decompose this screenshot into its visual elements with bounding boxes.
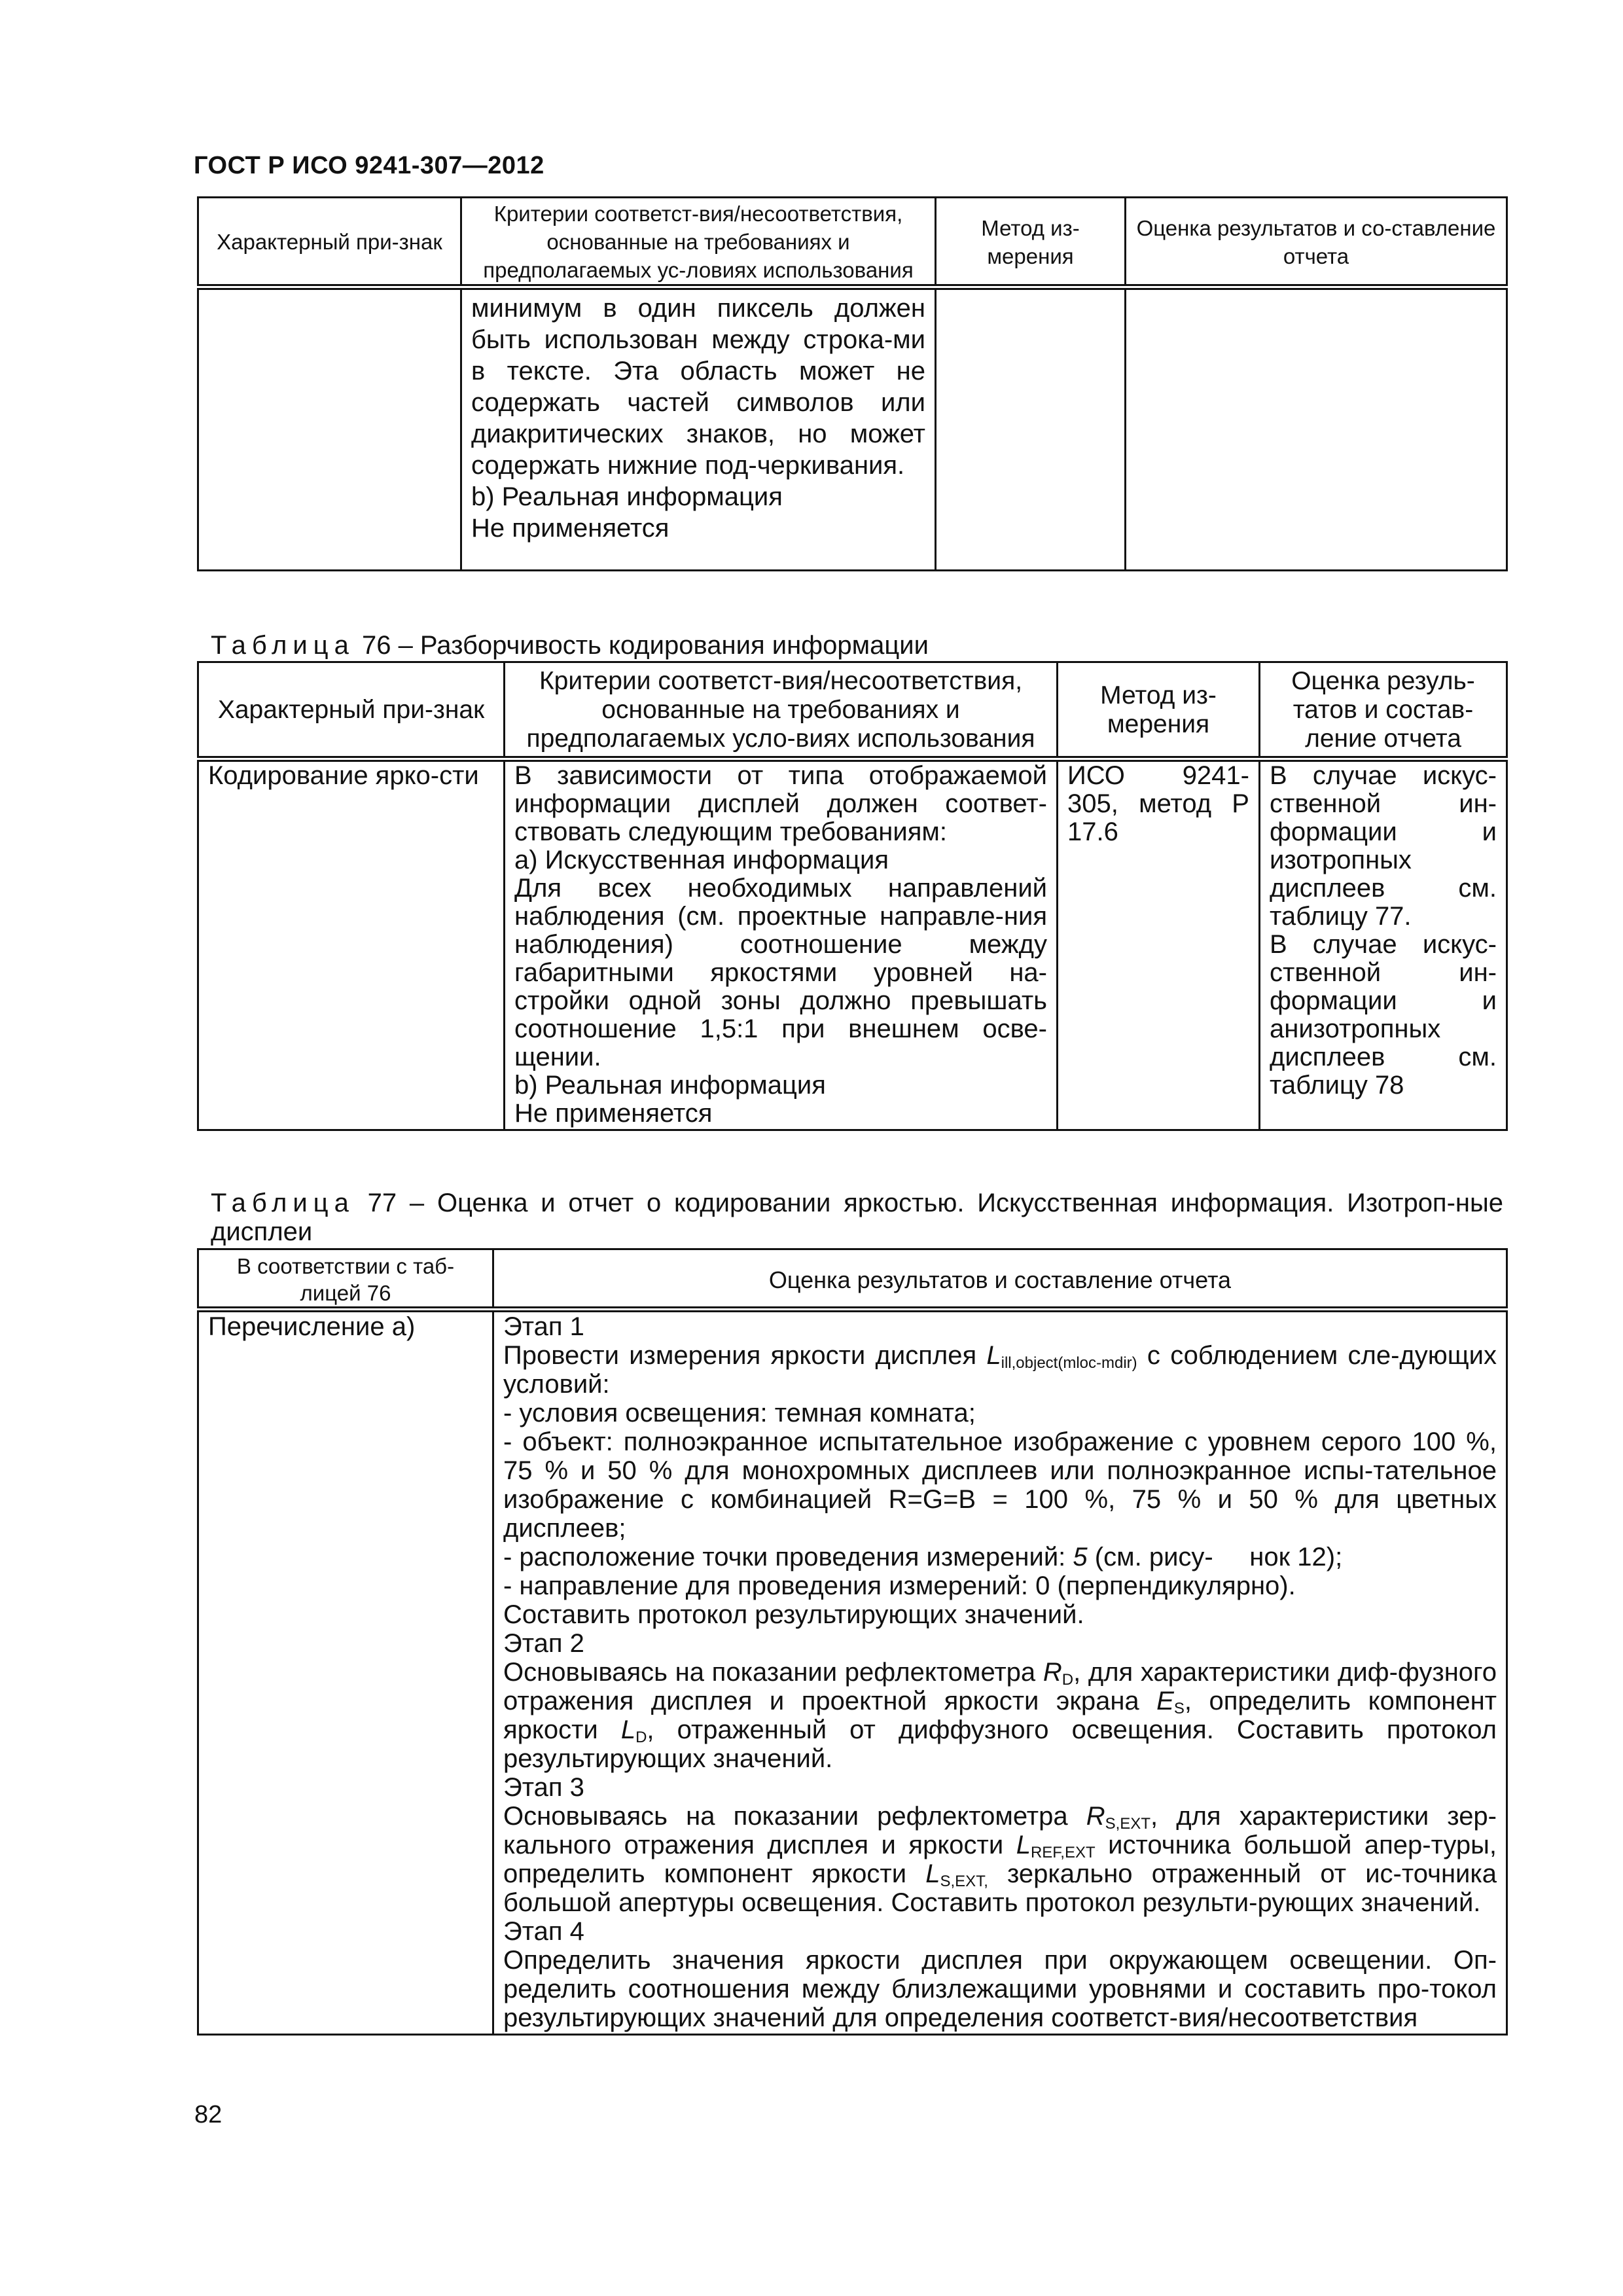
stage-1-protocol: Составить протокол результирующих значений. <box>503 1600 1084 1629</box>
real-info-label: b) Реальная информация <box>514 1071 826 1100</box>
header-feature: Характерный при-знак <box>198 662 505 759</box>
stage-1-measure: Провести измерения яркости дисплея $L_{ill,object(mloc-mdir)}$ с соблюдением сле-дующих условий: <box>503 1341 1497 1399</box>
table-76-caption <box>211 631 929 660</box>
caption-text: 76 – Разборчивость кодирования информации <box>354 631 929 660</box>
stage-4-title: Этап 4 <box>503 1917 584 1946</box>
stage-2-title: Этап 2 <box>503 1629 584 1658</box>
evaluation-anisotropic: В случае искус-ственной ин-формации и анизотропных дисплеев см. таблицу 78 <box>1270 930 1497 1100</box>
stage-1-condition-direction: - направление для проведения измерений: 0 (перпендикулярно). <box>503 1571 1296 1600</box>
evaluation-isotropic: В случае искус-ственной ин-формации и изотропных дисплеев см. таблицу 77. <box>1270 761 1497 931</box>
header-method: Метод из-мерения <box>936 198 1126 287</box>
table-77-caption <box>211 1189 1503 1246</box>
page-number: 82 <box>194 2101 223 2128</box>
header-method: Метод из-мерения <box>1058 662 1260 759</box>
cell-method: ИСО 9241-305, метод Р 17.6 <box>1058 759 1260 1130</box>
document-header: ГОСТ Р ИСО 9241-307—2012 <box>194 152 544 179</box>
stage-4-text: Определить значения яркости дисплея при окружающем освещении. Оп-ределить соотношения между близлежащими уровнями и составить про-токол результирующих значений для определения соответст-вия/несоответствия <box>503 1946 1497 2032</box>
stage-1-title: Этап 1 <box>503 1312 584 1341</box>
cell-evaluation <box>493 1310 1507 2035</box>
stage-3-text: Основываясь на показании рефлектометра $R_{S,EXT}$, для характеристики зер-кального отражения дисплея и яркости $L_{REF,EXT}$ источника большой апер-туры, определить компонент яркости $L_{S,EXT,}$ зеркально отраженный от ис-точника большой апертуры освещения. Составить протокол результи-рующих значений. <box>503 1802 1497 1917</box>
criteria-intro: В зависимости от типа отображаемой информации дисплей должен соответ-ствовать следующим требованиям: <box>514 761 1047 846</box>
stage-1-condition-location: - расположение точки проведения измерений: 5 (см. рису- нок 12); <box>503 1543 1343 1571</box>
cell-criteria <box>505 759 1058 1130</box>
artificial-info-label: a) Искусственная информация <box>514 846 889 874</box>
cell-method <box>936 287 1126 571</box>
stage-3-title: Этап 3 <box>503 1773 584 1802</box>
cell-evaluation <box>1126 287 1507 571</box>
header-criteria: Критерии соответст-вия/несоответствия, основанные на требованиях и предполагаемых ус-ловиях использования <box>461 198 936 287</box>
table-77 <box>197 1248 1508 2036</box>
cell-feature: Кодирование ярко-сти <box>198 759 505 1130</box>
table-row <box>198 287 1507 571</box>
header-reference: В соответствии с таб-лицей 76 <box>198 1249 493 1310</box>
table-76 <box>197 661 1508 1131</box>
not-applicable-label: Не применяется <box>471 514 669 543</box>
table-75-continuation <box>197 196 1508 571</box>
stage-1-condition-object: - объект: полноэкранное испытательное изображение с уровнем серого 100 %, 75 % и 50 % для монохромных дисплеев или полноэкранное испы-тательное изображение с комбинацией R=G=B = 100 %, 75 % и 50 % для цветных дисплеев; <box>503 1427 1497 1543</box>
header-evaluation: Оценка результатов и составление отчета <box>493 1249 1507 1310</box>
caption-text: 77 – Оценка и отчет о кодировании яркостью. Искусственная информация. Изотроп-ные дисплеи <box>211 1189 1503 1246</box>
cell-feature <box>198 287 461 571</box>
caption-prefix: Таблица <box>211 1189 355 1217</box>
caption-prefix: Таблица <box>211 631 355 660</box>
table-row <box>198 759 1507 1130</box>
table-header-row <box>198 662 1507 759</box>
not-applicable-label: Не применяется <box>514 1099 713 1128</box>
header-feature: Характерный при-знак <box>198 198 461 287</box>
cell-reference: Перечисление а) <box>198 1310 493 2035</box>
header-criteria: Критерии соответст-вия/несоответствия, основанные на требованиях и предполагаемых усло-виях использования <box>505 662 1058 759</box>
header-evaluation: Оценка резуль-татов и состав-ление отчета <box>1260 662 1507 759</box>
criteria-text: минимум в один пиксель должен быть использован между строка-ми в тексте. Эта область может не содержать частей символов или диакритических знаков, но может содержать нижние под-черкивания. <box>471 294 925 480</box>
real-info-label: b) Реальная информация <box>471 482 783 511</box>
cell-evaluation <box>1260 759 1507 1130</box>
table-row <box>198 1310 1507 2035</box>
table-header-row <box>198 1249 1507 1310</box>
cell-criteria <box>461 287 936 571</box>
header-evaluation: Оценка результатов и со-ставление отчета <box>1126 198 1507 287</box>
stage-2-text: Основываясь на показании рефлектометра $R_D$, для характеристики диф-фузного отражения дисплея и проектной яркости экрана $E_S$, определить компонент яркости $L_D$, отраженный от диффузного освещения. Составить протокол результирующих значений. <box>503 1658 1497 1773</box>
stage-1-condition-lighting: - условия освещения: темная комната; <box>503 1399 976 1427</box>
table-header-row <box>198 198 1507 287</box>
criteria-body: Для всех необходимых направлений наблюдения (см. проектные направле-ния наблюдения) соотношение между габаритными яркостями уровней на-стройки одной зоны должно превышать соотношение 1,5:1 при внешнем осве-щении. <box>514 874 1047 1071</box>
